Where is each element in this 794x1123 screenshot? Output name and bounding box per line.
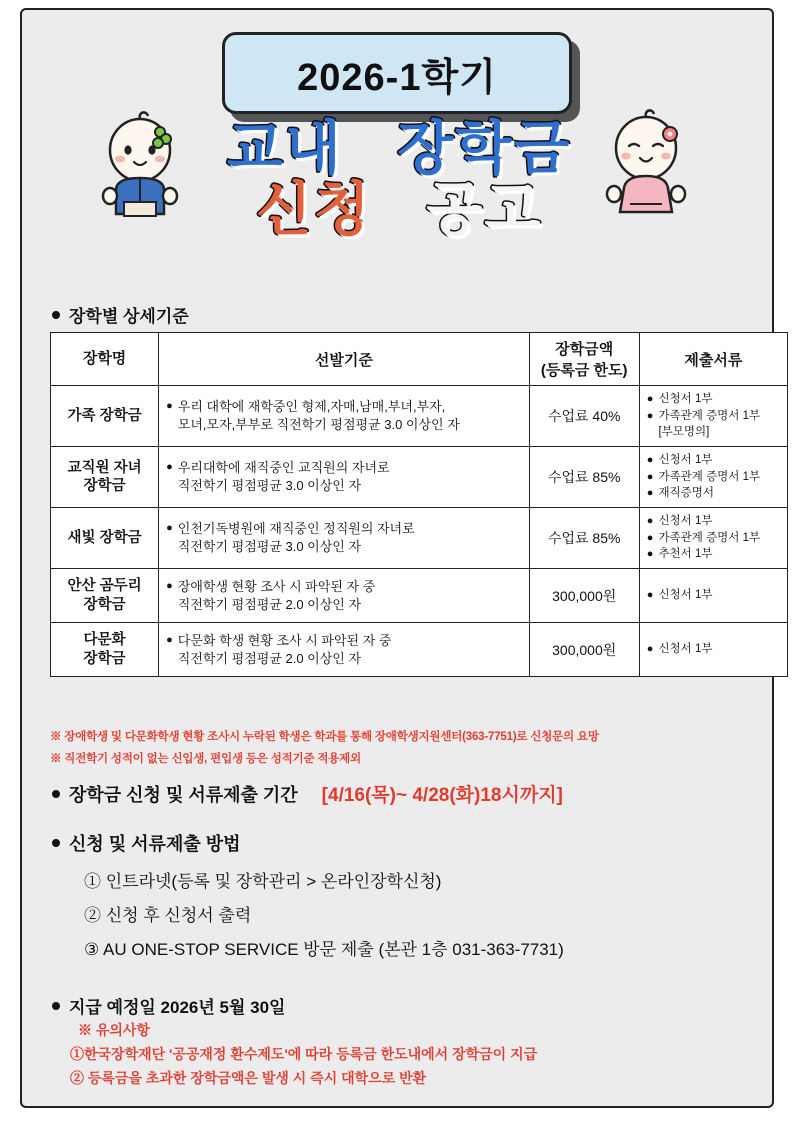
cell-name-line2: 장학금 (83, 596, 126, 613)
cell-amount: 300,000원 (529, 569, 639, 623)
title-word-notice: 공고 (426, 177, 543, 243)
table-row (51, 569, 788, 623)
doc-item: 가족관계 증명서 1부 (658, 470, 761, 483)
th-documents: 제출서류 (639, 333, 787, 386)
table-row (51, 508, 788, 569)
bullet-dot-icon (52, 790, 60, 798)
caution-title: ※ 유의사항 (78, 1022, 150, 1038)
criteria-line2: 직전학기 평점평균 2.0 이상인 자 (177, 596, 362, 612)
period-label: 장학금 신청 및 서류제출 기간 (69, 784, 298, 805)
th-criteria: 선발기준 (159, 333, 530, 386)
cell-name-line1: 교직원 자녀 (67, 459, 142, 476)
title-word-scholarship: 장학금 (397, 116, 572, 181)
criteria-line1: 인천기독병원에 재직중인 정직원의 자녀로 (177, 521, 415, 537)
title-word-apply: 신청 (255, 177, 372, 243)
cell-criteria: ● 장애학생 현황 조사 시 파악된 자 중 직전학기 평점평균 2.0 이상인 자 (159, 569, 530, 623)
doc-item: 신청서 1부 (658, 393, 713, 405)
cell-name-line2: 장학금 (83, 650, 126, 667)
cell-documents: ● 신청서 1부 (639, 569, 787, 623)
cell-name: 가족 장학금 (51, 386, 159, 447)
semester-badge (222, 32, 572, 114)
criteria-line2: 직전학기 평점평균 3.0 이상인 자 (177, 539, 362, 555)
cell-amount: 수업료 85% (529, 508, 639, 569)
cell-amount: 수업료 85% (529, 447, 639, 508)
doc-item: 신청서 1부 (658, 643, 713, 656)
cell-documents: ● 신청서 1부 ● 가족관계 증명서 1부 [부모명의] (639, 386, 787, 447)
bullet-dot-icon (52, 839, 60, 847)
caution-item-1: ①한국장학재단 '공공재정 환수제도'에 따라 등록금 한도내에서 장학금이 지급 (70, 1046, 538, 1062)
note-2: ※ 직전학기 성적이 없는 신입생, 편입생 등은 성적기준 적용제외 (50, 753, 361, 765)
cell-criteria: ● 다문화 학생 현황 조사 시 파악된 자 중 직전학기 평점평균 2.0 이상인 자 (159, 623, 530, 677)
cell-documents: ● 신청서 1부 ● 가족관계 증명서 1부 ● 추천서 1부 (639, 508, 787, 569)
section-heading-method (52, 830, 241, 856)
criteria-line2: 직전학기 평점평균 3.0 이상인 자 (177, 478, 362, 494)
mascot-girl-icon (600, 108, 692, 221)
doc-item: 재직증명서 (658, 487, 714, 500)
cell-name-line1: 안산 곰두리 (67, 578, 142, 595)
table-header-row (51, 333, 788, 386)
bullet-dot-icon (52, 1002, 60, 1010)
mascot-boy-icon (94, 110, 186, 223)
criteria-line2: 모녀,모자,부부로 직전학기 평점평균 3.0 이상인 자 (177, 417, 460, 432)
doc-item: 가족관계 증명서 1부 (658, 409, 761, 422)
doc-item: 신청서 1부 (658, 515, 713, 528)
scholarship-table (50, 332, 788, 677)
cell-documents: ● 신청서 1부 ● 가족관계 증명서 1부 ● 재직증명서 (639, 447, 787, 508)
doc-item: 추천서 1부 (658, 548, 713, 561)
section-heading-detail (52, 302, 189, 327)
table-row (51, 386, 788, 447)
section-heading-payment (52, 993, 285, 1018)
th-name: 장학명 (51, 333, 159, 386)
section-heading-detail-label: 장학별 상세기준 (69, 307, 189, 326)
period-value: [4/16(목)~ 4/28(화)18시까지] (321, 785, 563, 806)
criteria-line1: 장애학생 현황 조사 시 파악된 자 중 (177, 578, 376, 594)
payment-heading-label: 지급 예정일 2026년 5월 30일 (69, 998, 286, 1017)
cell-documents: ● 신청서 1부 (639, 623, 787, 677)
caution-item-2: ② 등록금을 초과한 장학금액은 발생 시 즉시 대학으로 반환 (70, 1070, 427, 1086)
doc-item-extra: [부모명의] (658, 426, 710, 439)
method-item-3: ③ AU ONE-STOP SERVICE 방문 제출 (본관 1층 031-363-7731) (84, 940, 564, 959)
method-heading-label: 신청 및 서류제출 방법 (69, 834, 241, 854)
th-amount (529, 333, 639, 386)
cell-name-line2: 장학금 (83, 478, 126, 495)
bullet-dot-icon (52, 311, 60, 319)
title-word-campus: 교내 (226, 116, 343, 181)
doc-item: 가족관계 증명서 1부 (658, 531, 761, 544)
criteria-line1: 우리 대학에 재학중인 형제,자매,남매,부녀,부자, (177, 399, 446, 415)
method-item-2: ② 신청 후 신청서 출력 (84, 906, 252, 925)
note-1: ※ 장애학생 및 다문화학생 현황 조사시 누락된 학생은 학과를 통해 장애학생지원센터(363-7751)로 신청문의 요망 (50, 731, 599, 743)
cell-amount: 300,000원 (529, 623, 639, 677)
criteria-line1: 다문화 학생 현황 조사 시 파악된 자 중 (177, 632, 392, 648)
section-heading-period (52, 780, 563, 807)
cell-criteria: ● 인천기독병원에 재직중인 정직원의 자녀로 직전학기 평점평균 3.0 이상인 자 (159, 508, 530, 569)
cell-name (51, 447, 159, 508)
doc-item: 신청서 1부 (658, 589, 713, 602)
th-amount-line1: 장학금액 (555, 341, 614, 358)
cell-name-line1: 다문화 (83, 632, 126, 649)
cell-name: 새빛 장학금 (51, 508, 159, 569)
cell-name (51, 623, 159, 677)
semester-badge-label: 2026-1학기 (297, 56, 497, 99)
cell-amount: 수업료 40% (529, 386, 639, 447)
th-amount-line2: (등록금 한도) (540, 362, 628, 379)
doc-item: 신청서 1부 (658, 454, 713, 467)
method-item-1: ① 인트라넷(등록 및 장학관리 > 온라인장학신청) (84, 872, 442, 891)
cell-criteria: ● 우리 대학에 재학중인 형제,자매,남매,부녀,부자, 모녀,모자,부부로 직전학기 평점평균 3.0 이상인 자 (159, 386, 530, 447)
table-row (51, 623, 788, 677)
poster-container (20, 8, 774, 1108)
criteria-line2: 직전학기 평점평균 2.0 이상인 자 (177, 650, 362, 666)
cell-criteria: ● 우리대학에 재직중인 교직원의 자녀로 직전학기 평점평균 3.0 이상인 자 (159, 447, 530, 508)
cell-name (51, 569, 159, 623)
table-row (51, 447, 788, 508)
criteria-line1: 우리대학에 재직중인 교직원의 자녀로 (177, 460, 390, 476)
